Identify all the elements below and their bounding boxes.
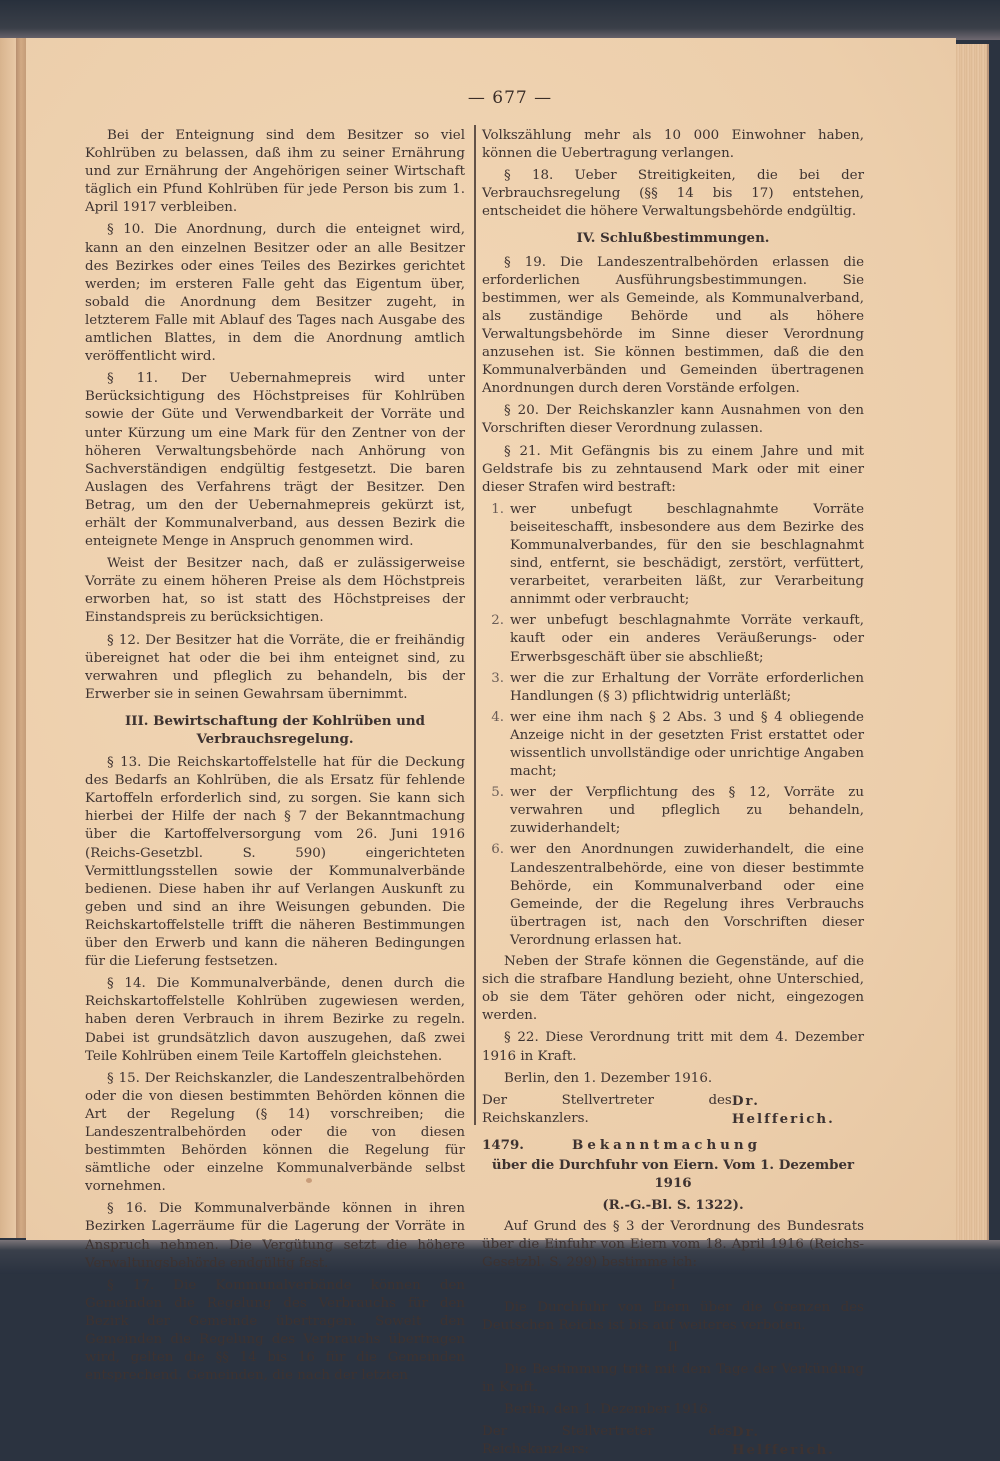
section-18: § 18. Ueber Streitigkeiten, die bei der Verbrauchsregelung (§§ 14 bis 17) entstehen, entscheidet die höhere Verwaltungsbehörde endgültig.	[482, 168, 864, 220]
list-text: wer der Verpflichtung des § 12, Vorräte zu verwahren und pfleglich zu behandeln, zuwiderhandelt;	[510, 785, 864, 837]
section-13: § 13. Die Reichskartoffelstelle hat für die Deckung des Bedarfs an Kohlrüben, die als Ersatz für fehlende Kartoffeln erforderlich sind, zu sorgen. Sie kann sich hierbei der Hilfe der nach § 7 der Bekanntmachung über die Kartoffelversorgung vom 26. Juni 1916 (Reichs-Gesetzbl. S. 590) eingerichteten Vermittlungsstellen sowie der Kommunalverbände bedienen. Diese haben ihr auf Verlangen Auskunft zu geben und sind an ihre Weisungen gebunden. Die Reichskartoffelstelle trifft die näheren Bestimmungen über den Erwerb und kann die näheren Bedingungen für die Lieferung festsetzen.	[85, 755, 465, 970]
section-16: § 16. Die Kommunalverbände können in ihren Bezirken Lagerräume für die Lagerung der Vorräte in Anspruch nehmen. Die Vergütung setzt die höhere Verwaltungsbehörde endgültig fest.	[85, 1201, 465, 1271]
section-21-confiscation: Neben der Strafe können die Gegenstände, auf die sich die strafbare Handlung bezieht, ohne Unterschied, ob sie dem Täter gehören oder nicht, eingezogen werden.	[482, 954, 864, 1024]
notice-part-i-text: Die Durchfuhr von Eiern über die Grenzen des Deutschen Reichs ist bis auf weiteres verboten.	[482, 1299, 864, 1333]
list-text: wer den Anordnungen zuwiderhandelt, die eine Landeszentralbehörde, eine von dieser bestimmte Behörde, ein Kommunalverband oder eine Gemeinde, der die Regelung ihres Verbrauchs übertragen ist, nach den Vorschriften dieser Verordnung erlassen hat.	[510, 842, 864, 948]
left-page-edge	[0, 38, 16, 1238]
book-cover-top	[0, 0, 1000, 40]
page-number: — 677 —	[467, 88, 553, 108]
column-divider	[474, 125, 476, 1125]
notice-part-ii-label: II	[667, 1339, 679, 1355]
paragraph-expropriation-allowance: Bei der Enteignung sind dem Besitzer so viel Kohlrüben zu belassen, daß ihm zu seiner Ernährung und zur Ernährung der Angehörigen seiner Wirtschaft täglich ein Pfund Kohlrüben für jede Person bis zum 1. April 1917 verbleiben.	[85, 128, 465, 216]
signature-line	[482, 1092, 864, 1128]
notice-signer-title: Der Stellvertreter des Reichskanzlers:	[482, 1424, 732, 1458]
list-item	[482, 612, 864, 666]
list-number: 4.	[491, 709, 504, 725]
list-item	[482, 670, 864, 706]
notice-signature-line	[482, 1423, 864, 1459]
signer-name: Dr. Helfferich.	[731, 1092, 835, 1127]
notice-place-date: Berlin, den 1. Dezember 1916.	[504, 1402, 713, 1418]
list-item	[482, 841, 864, 950]
section-15: § 15. Der Reichskanzler, die Landeszentralbehörden oder die von diesen bestimmten Behörden können die Art der Regelung (§ 14) vorschreiben; die Landeszentralbehörden oder die von diesen bestimmten Behörden können die Regelung für sämtliche oder einzelne Kommunalverbände selbst vornehmen.	[85, 1070, 465, 1195]
section-22: § 22. Diese Verordnung tritt mit dem 4. Dezember 1916 in Kraft.	[482, 1030, 864, 1064]
list-item	[482, 501, 864, 610]
notice-header	[482, 1136, 864, 1154]
notice-number: 1479.	[482, 1136, 524, 1153]
list-text: wer unbefugt beschlagnahmte Vorräte beiseiteschafft, insbesondere aus dem Bezirke des Kommunalverbandes, für den sie beschlagnahmt sind, entfernt, sie beschädigt, zerstört, verfüttert, verarbeitet, verarbeiten läßt, zur Verarbeitung annimmt oder verbraucht;	[510, 501, 864, 608]
section-19: § 19. Die Landeszentralbehörden erlassen die erforderlichen Ausführungsbestimmungen. Sie bestimmen, wer als Gemeinde, als Kommunalverband, als zuständige Behörde und als höhere Verwaltungsbehörde im Sinne dieser Verordnung anzusehen ist. Sie können bestimmen, daß die den Kommunalverbänden und Gemeinden übertragenen Anordnungen durch deren Vorstände erfolgen.	[482, 254, 864, 397]
list-number: 6.	[491, 842, 504, 858]
notice-title: Bekanntmachung	[572, 1136, 762, 1153]
section-11: § 11. Der Uebernahmepreis wird unter Berücksichtigung des Höchstpreises für Kohlrüben sowie der Güte und Verwendbarkeit der Vorräte und unter Kürzung um eine Mark für den Zentner von der höheren Verwaltungsbehörde nach Anhörung von Sachverständigen endgültig festgesetzt. Die baren Auslagen des Verfahrens trägt der Besitzer. Den Betrag, um den der Uebernahmepreis gekürzt ist, erhält der Kommunalverband, aus dessen Bezirk die enteignete Menge in Anspruch genommen wird.	[85, 371, 465, 550]
right-column	[482, 127, 864, 1461]
notice-intro: Auf Grund des § 3 der Verordnung des Bundesrats über die Einfuhr von Eiern vom 18. April 1916 (Reichs-Gesetzbl. S. 299) bestimme ich:	[482, 1219, 864, 1271]
penalty-list	[482, 501, 864, 950]
section-11-continued: Weist der Besitzer nach, daß er zulässigerweise Vorräte zu einem höheren Preise als dem Höchstpreis erworben hat, so ist statt des Höchstpreises der Einstandspreis zu berücksichtigen.	[85, 556, 465, 626]
section-21: § 21. Mit Gefängnis bis zu einem Jahre und mit Geldstrafe bis zu zehntausend Mark oder mit einer dieser Strafen wird bestraft:	[482, 443, 864, 495]
section-12: § 12. Der Besitzer hat die Vorräte, die er freihändig übereignet hat oder die bei ihm enteignet sind, zu verwahren und pfleglich zu behandeln, bis der Erwerber sie in seinen Gewahrsam übernimmt.	[85, 632, 465, 702]
section-14: § 14. Die Kommunalverbände, denen durch die Reichskartoffelstelle Kohlrüben zugewiesen werden, haben deren Verbrauch in ihrem Bezirke zu regeln. Dabei ist grundsätzlich davon auszugehen, daß zwei Teile Kohlrüben einem Teile Kartoffeln gleichstehen.	[85, 976, 465, 1064]
book-gutter	[16, 38, 26, 1238]
left-column	[85, 127, 465, 1389]
section-17: § 17. Die Kommunalverbände können den Gemeinden die Regelung des Verbrauchs für den Bezirk der Gemeinde übertragen. Soweit den Gemeinden die Regelung des Verbrauchs übertragen wird, gelten die §§ 14 bis 16 für die Gemeinden entsprechend. Gemeinden, die nach der letzten	[85, 1277, 465, 1384]
heading-part-iv: IV. Schlußbestimmungen.	[576, 230, 770, 247]
list-item	[482, 784, 864, 838]
signer-title: Der Stellvertreter des Reichskanzlers.	[482, 1092, 732, 1126]
place-date: Berlin, den 1. Dezember 1916.	[504, 1070, 713, 1086]
notice-signer-name: Dr. Helfferich.	[731, 1424, 835, 1459]
list-number: 2.	[491, 613, 504, 629]
notice-part-ii-text: Die Bestimmung tritt mit dem Tage der Verkündung in Kraft.	[482, 1361, 864, 1395]
list-text: wer eine ihm nach § 2 Abs. 3 und § 4 obliegende Anzeige nicht in der gesetzten Frist erstattet oder wissentlich unvollständige oder unrichtige Angaben macht;	[510, 709, 864, 780]
list-text: wer die zur Erhaltung der Vorräte erforderlichen Handlungen (§ 3) pflichtwidrig unterläßt;	[510, 670, 864, 704]
heading-part-iii: III. Bewirtschaftung der Kohlrüben und Verbrauchsregelung.	[125, 712, 425, 747]
list-number: 3.	[491, 670, 504, 686]
list-number: 1.	[491, 501, 504, 517]
list-number: 5.	[491, 785, 504, 801]
list-text: wer unbefugt beschlagnahmte Vorräte verkauft, kauft oder ein anderes Veräußerungs- oder Erwerbsgeschäft über sie abschließt;	[510, 613, 864, 665]
notice-part-i-label: I	[670, 1277, 676, 1293]
paragraph-continuation: Volkszählung mehr als 10 000 Einwohner haben, können die Uebertragung verlangen.	[482, 128, 864, 162]
list-item	[482, 709, 864, 781]
notice-citation: (R.-G.-Bl. S. 1322).	[602, 1197, 744, 1214]
section-20: § 20. Der Reichskanzler kann Ausnahmen von den Vorschriften dieser Verordnung zulassen.	[482, 403, 864, 437]
notice-subtitle: über die Durchfuhr von Eiern. Vom 1. Dezember 1916	[491, 1156, 855, 1192]
section-10: § 10. Die Anordnung, durch die enteignet wird, kann an den einzelnen Besitzer oder an alle Besitzer des Bezirkes oder eines Teiles des Bezirkes gerichtet werden; im ersteren Falle geht das Eigentum über, sobald die Anordnung dem Besitzer zugeht, in letzterem Falle mit Ablauf des Tages nach Ausgabe des amtlichen Blattes, in dem die Anordnung amtlich veröffentlicht wird.	[85, 222, 465, 365]
